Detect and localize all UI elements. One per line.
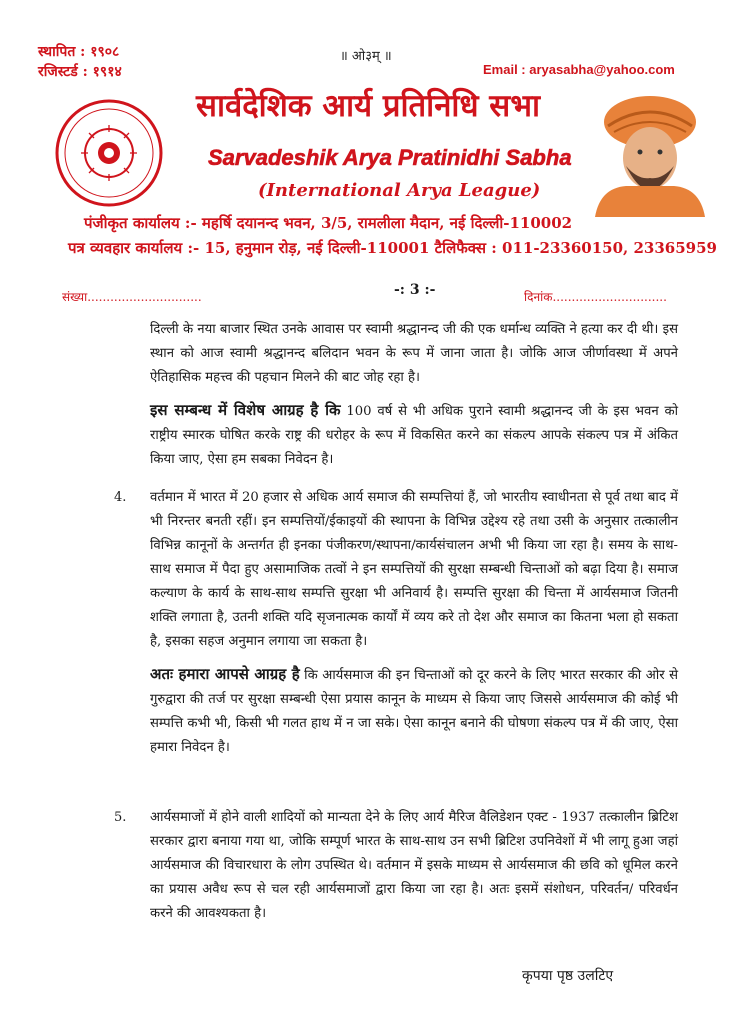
registered-year: रजिस्टर्ड : १९१४ <box>38 64 122 80</box>
established-info <box>38 42 122 82</box>
paragraph-3: वर्तमान में भारत में 20 हजार से अधिक आर्य समाज की सम्पत्तियां हैं, जो भारतीय स्वाधीनता से पूर्व तथा बाद में भी निरन्तर बनती रहीं। इन सम्पत्तियों/ईकाइयों की स्थापना के विभिन्न उद्देश्य रहे तथा उसी के अनुसार तत्कालीन विभिन्न कानूनों के अन्तर्गत ही इनका पंजीकरण/स्थापना/कार्यसंचालन अभी भी किया जा रहा है। समय के साथ-साथ समाज में पैदा हुए असामाजिक तत्वों ने इन सम्पत्तियों की सुरक्षा सम्बन्धी चिन्ताओं को बढ़ा दिया है। समाज कल्याण के कार्य के साथ-साथ सम्पत्ति सुरक्षा भी अनिवार्य है। सम्पत्ति सुरक्षा की चिन्ता में आर्यसमाज जितनी शक्ति लगाता है, उतनी शक्ति यदि सृजनात्मक कार्यों में व्यय करे तो देश और समाज का कितना भला हो सकता है, इसका सहज अनुमान लगाया जा सकता है। <box>150 490 678 649</box>
item-5-body <box>150 806 678 934</box>
registered-office: पंजीकृत कार्यालय :- महर्षि दयानन्द भवन, 3/5, रामलीला मैदान, नई दिल्ली-110002 <box>84 214 573 232</box>
om-invocation: ॥ ओ३म् ॥ <box>340 49 392 64</box>
page-number: -: 3 :- <box>394 282 436 298</box>
item-number-4: 4. <box>114 490 127 505</box>
request-heading-1: इस सम्बन्ध में विशेष आग्रह है कि <box>150 401 341 419</box>
dayanand-portrait <box>590 92 710 217</box>
number-field: संख्या.............................. <box>62 290 202 304</box>
item-number-5: 5. <box>114 810 127 825</box>
paragraph-2-text: 100 वर्ष से भी अधिक पुराने स्वामी श्रद्धानन्द जी के इस भवन को राष्ट्रीय स्मारक घोषित करके राष्ट्र की धरोहर के रूप में विकसित करने का संकल्प आपके संकल्प पत्र में अंकित किया जाए, ऐसा हम सबका निवेदन है। <box>150 404 678 467</box>
established-year: स्थापित : १९०८ <box>38 44 120 60</box>
please-turn-over: कृपया पृष्ठ उलटिए <box>522 968 614 984</box>
correspondence-office: पत्र व्यवहार कार्यालय :- 15, हनुमान रोड़, नई दिल्ली-110001 टैलिफैक्स : 011-23360150, 23365959 <box>68 239 717 257</box>
paragraph-4-text: कि आर्यसमाज की इन चिन्ताओं को दूर करने के लिए भारत सरकार की ओर से गुरुद्वारा की तर्ज पर सुरक्षा सम्बन्धी ऐसा प्रयास कानून के माध्यम से किया जाए जिससे आर्यसमाज की कोई भी सम्पत्ति कभी भी, किसी भी गलत हाथ में न जा सके। ऐसा कानून बनाने की घोषणा संकल्प पत्र में की जाए, ऐसा हमारा निवेदन है। <box>150 668 679 755</box>
request-heading-2: अतः हमारा आपसे आग्रह है <box>150 665 300 683</box>
org-title-english: Sarvadeshik Arya Pratinidhi Sabha <box>208 145 572 170</box>
letter-body <box>150 318 678 480</box>
paragraph-2 <box>150 398 678 472</box>
sabha-seal-logo <box>54 98 164 208</box>
paragraph-5: आर्यसमाजों में होने वाली शादियों को मान्यता देने के लिए आर्य मैरिज वैलिडेशन एक्ट - 1937 तत्कालीन ब्रिटिश सरकार द्वारा बनाया गया था, जोकि सम्पूर्ण भारत के साथ-साथ उन सभी ब्रिटिश उपनिवेशों में भी लागू हुआ जहां आर्यसमाज की विचारधारा के लोग उपस्थित थे। वर्तमान में इसके माध्यम से आर्यसमाज की छवि को धूमिल करने का प्रयास अवैध रूप से चल रही आर्यसमाजों द्वारा किया जा रहा है। अतः इसमें संशोधन, परिवर्तन/ परिवर्धन करने की आवश्यकता है। <box>150 810 678 921</box>
org-subtitle: (International Arya League) <box>258 180 541 201</box>
org-title-hindi: सार्वदेशिक आर्य प्रतिनिधि सभा <box>196 88 541 124</box>
paragraph-1: दिल्ली के नया बाजार स्थित उनके आवास पर स्वामी श्रद्धानन्द जी की एक धर्मान्ध व्यक्ति ने हत्या कर दी थी। इस स्थान को आज स्वामी श्रद्धानन्द बलिदान भवन के रूप में जाना जाता है। जोकि आज जीर्णावस्था में अपने ऐतिहासिक महत्त्व की पहचान मिलने की बाट जोह रहा है। <box>150 322 678 385</box>
paragraph-4 <box>150 662 678 760</box>
item-4-body <box>150 486 678 768</box>
date-field: दिनांक.............................. <box>524 290 667 304</box>
email-address: Email : aryasabha@yahoo.com <box>483 62 675 77</box>
